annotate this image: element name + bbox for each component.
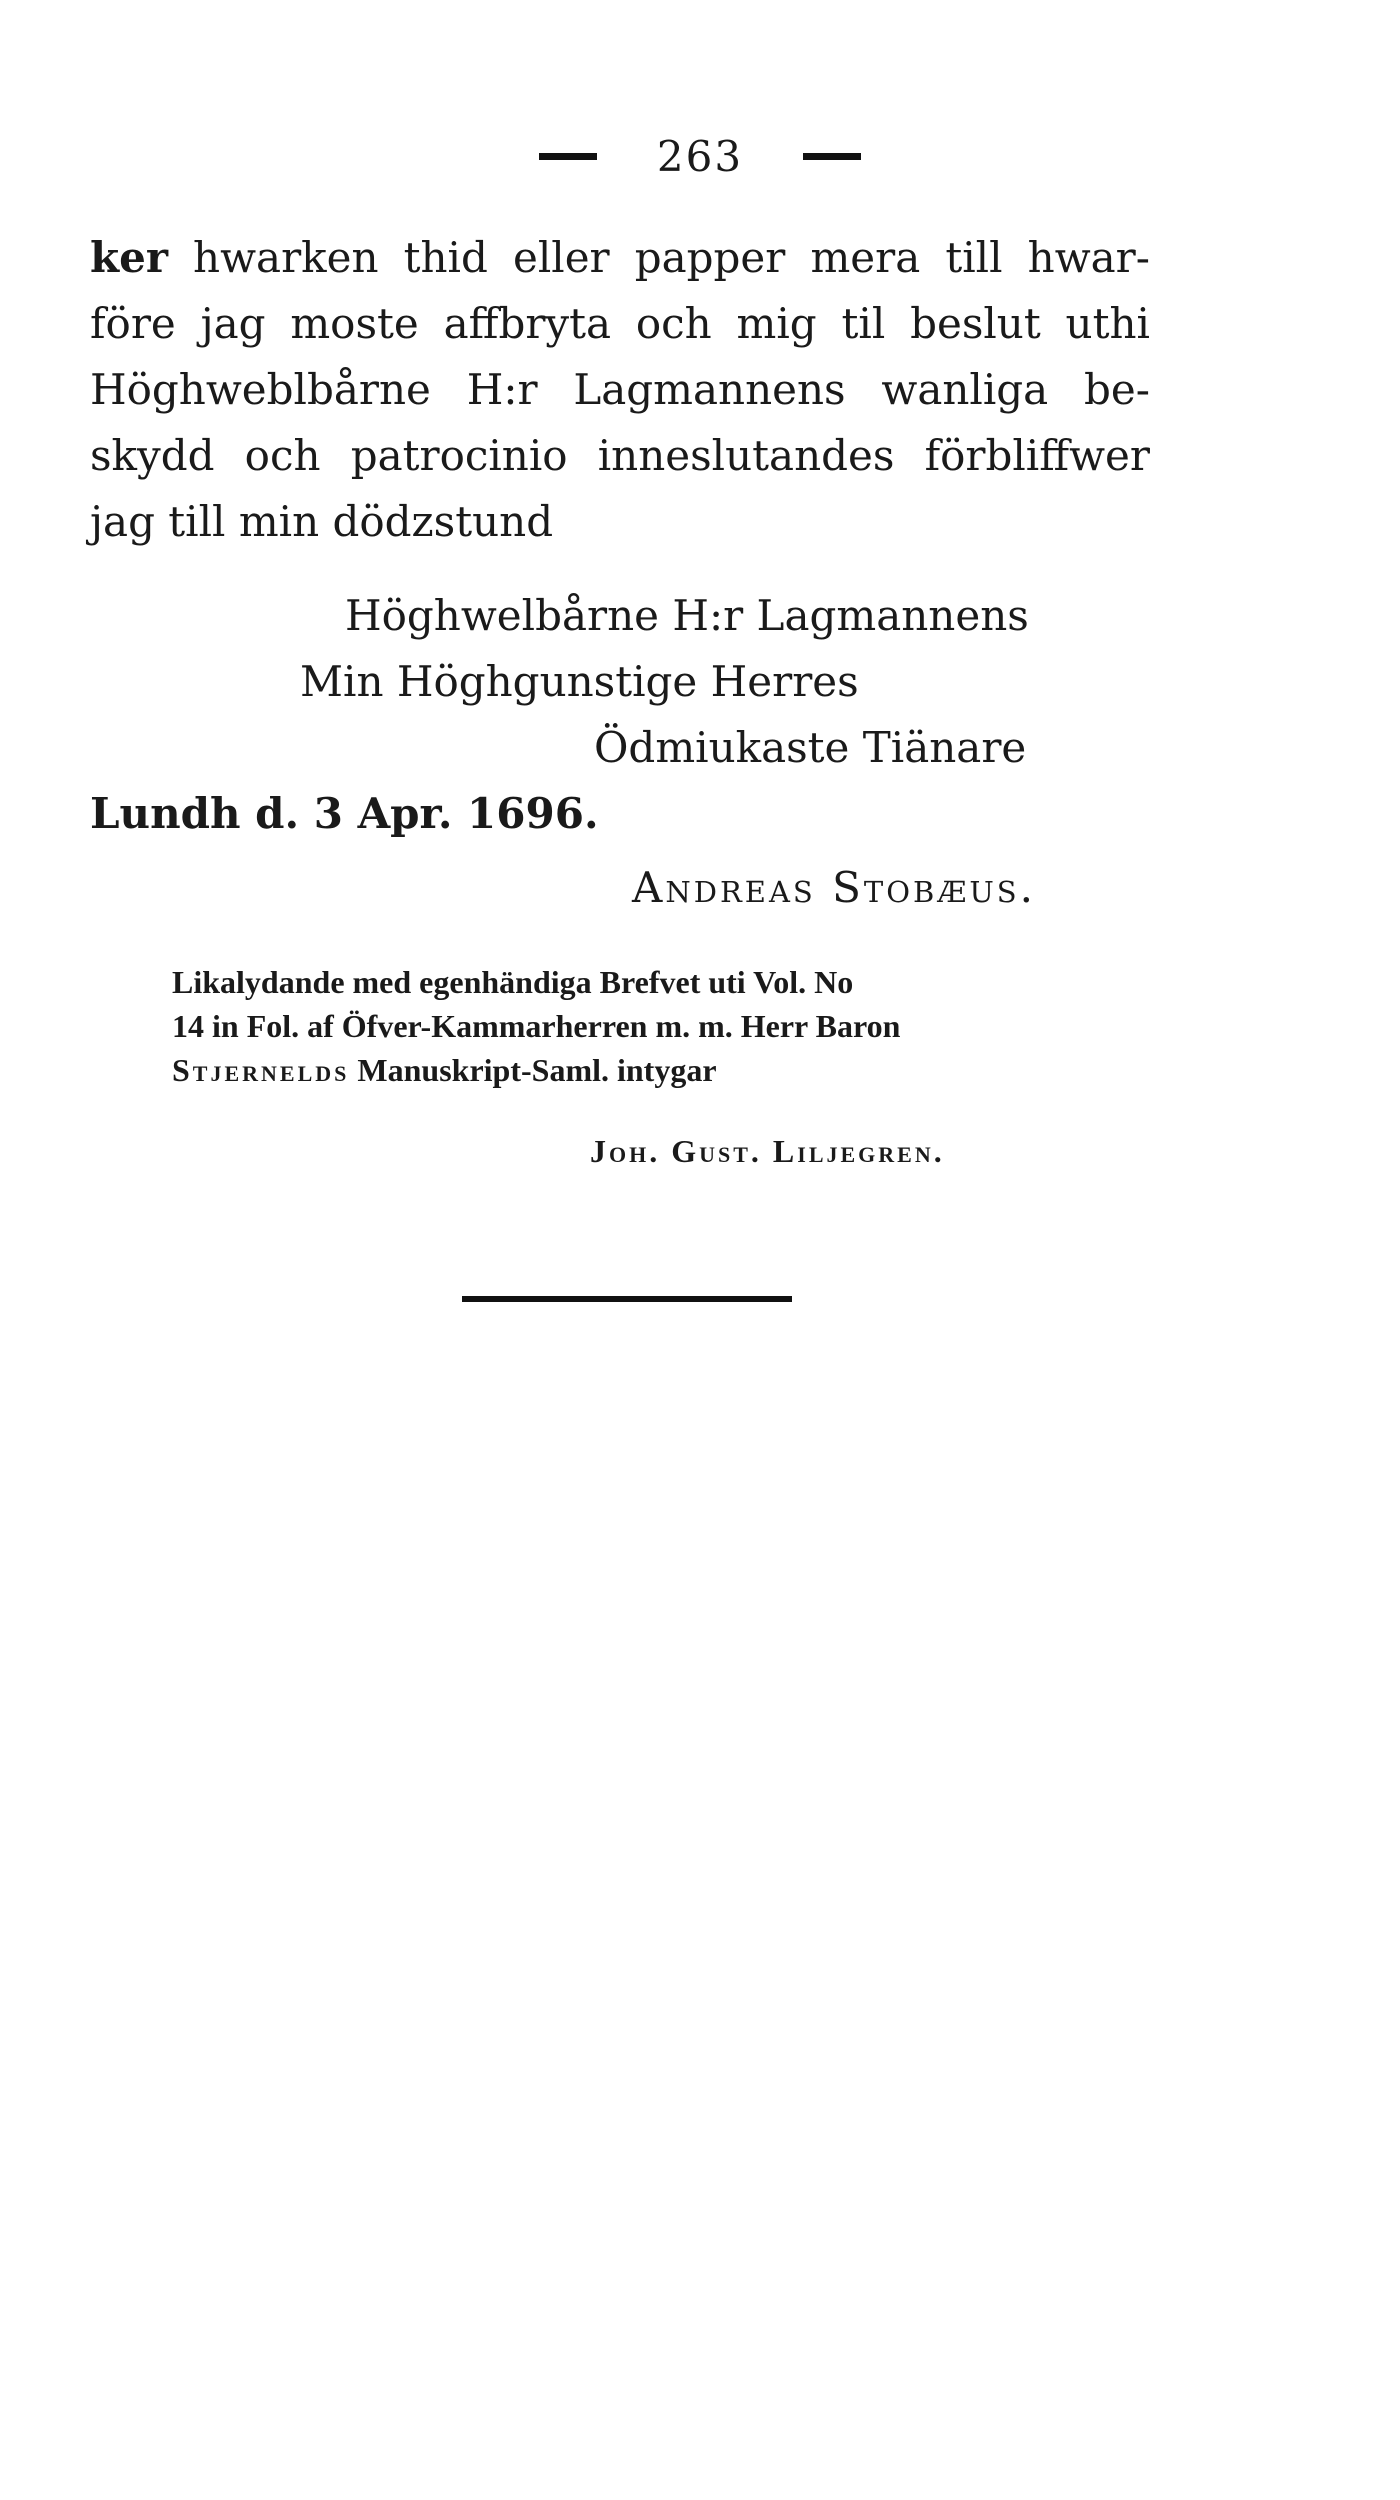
word: hwar- [1027,233,1150,282]
word: patrocinio [350,431,568,480]
word: och [244,431,321,480]
word: H:r [466,365,538,414]
word: förbliffwer [924,431,1150,480]
word: affbryta [443,299,612,348]
header-right-dash [803,153,861,160]
letter-body [90,225,1150,555]
page-number: 263 [656,131,744,181]
word: hwarken [193,233,379,282]
page-header [0,128,1400,181]
word: papper [634,233,786,282]
header-left-dash [539,153,597,160]
word: til [841,299,886,348]
word: wanliga [881,365,1049,414]
word: thid [403,233,488,282]
word: jag [200,299,266,348]
word: före [90,299,176,348]
closing-line-1: Höghwelbårne H:r Lagmannens [345,591,1029,640]
closing-line-2: Min Höghgunstige Herres [300,657,859,706]
certification-signature: Joh. Gust. Liljegren. [590,1133,945,1169]
word: beslut [910,299,1041,348]
word: till [945,233,1003,282]
word: ker [90,233,168,282]
certification-line-2: 14 in Fol. af Öfver-Kammarherren m. m. Herr Baron [172,1008,901,1044]
word: Höghweblbårne [90,365,431,414]
section-rule [462,1296,792,1302]
letter-line-3 [90,357,1150,423]
closing-line-3: Ödmiukaste Tiänare [594,723,1027,772]
word: Lagmannens [573,365,846,414]
word: uthi [1065,299,1150,348]
letter-signature: Andreas Stobæus. [632,863,1037,912]
letter-line-1 [90,225,1150,291]
letter-line-2 [90,291,1150,357]
word: moste [290,299,419,348]
word: och [635,299,712,348]
place-and-date: Lundh d. 3 Apr. 1696. [90,789,599,838]
word: mig [736,299,817,348]
certification-collection-name: Stjernelds [172,1052,350,1088]
word: mera [810,233,921,282]
word: skydd [90,431,215,480]
certification-line-3-rest: Manuskript-Saml. intygar [357,1052,717,1088]
certification-line-1: Likalydande med egenhändiga Brefvet uti Vol. No [172,964,854,1000]
word: eller [512,233,610,282]
word: be- [1084,365,1150,414]
letter-line-5: jag till min dödzstund [90,497,554,546]
certification-note [172,960,1150,1092]
word: inneslutandes [597,431,895,480]
letter-line-4 [90,423,1150,489]
certification-line-3 [172,1048,1150,1092]
